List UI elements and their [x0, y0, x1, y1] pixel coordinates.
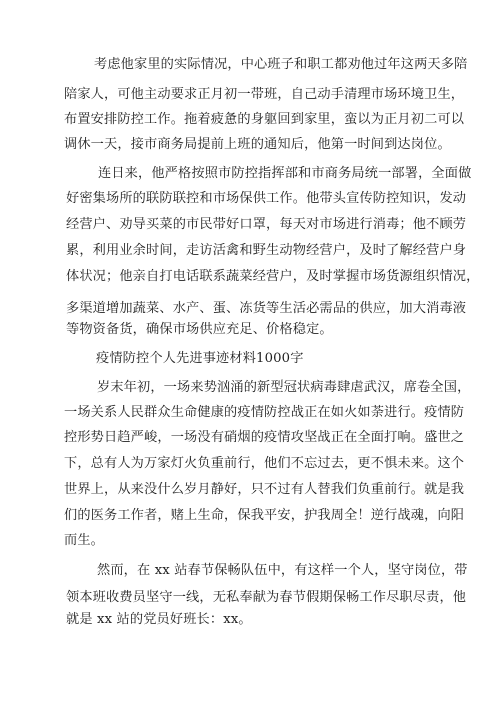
paragraph-line: 等物资备货，确保市场供应充足、价格稳定。: [66, 322, 333, 337]
paragraph-line: 好密集场所的联防联控和市场保供工作。他带头宣传防控知识，发动: [66, 191, 467, 206]
paragraph-line: 陪家人，可他主动要求正月初一带班，自己动手清理市场环境卫生，: [64, 87, 465, 102]
paragraph-line: 一场关系人民群众生命健康的疫情防控战正在如火如荼进行。疫情防: [64, 405, 465, 420]
paragraph-line: 领本班收费员坚守一线，无私奉献为春节假期保畅工作尽职尽责，他: [66, 590, 467, 605]
paragraph-line: 而生。: [64, 533, 105, 548]
paragraph-line: 布置安排防控工作。拖着疲惫的身躯回到家里，蛮以为正月初二可以: [64, 112, 465, 127]
paragraph-line: 岁末年初，一场来势汹涌的新型冠状病毒肆虐武汉，席卷全国，: [97, 380, 471, 395]
paragraph-line: 经营户、劝导买菜的市民带好口罩，每天对市场进行消毒；他不顾劳: [66, 217, 467, 232]
paragraph-line: 世界上，从来没什么岁月静好，只不过有人替我们负重前行。就是我: [64, 482, 465, 497]
paragraph-line: 下，总有人为万家灯火负重前行，他们不忘过去，更不惧未来。这个: [64, 456, 465, 471]
paragraph-line: 连日来，他严格按照市防控指挥部和市商务局统一部署，全面做: [98, 166, 472, 181]
paragraph-line: 调休一天，接市商务局提前上班的通知后，他第一时间到达岗位。: [64, 137, 451, 152]
paragraph-line: 累，利用业余时间，走访活禽和野生动物经营户，及时了解经营户身: [66, 243, 467, 258]
paragraph-line: 就是 xx 站的党员好班长：xx。: [66, 612, 252, 627]
paragraph-line: 多渠道增加蔬菜、水产、蛋、冻货等生活必需品的供应，加大消毒液: [66, 301, 467, 316]
paragraph-line: 们的医务工作者，赌上生命，保我平安，护我周全！逆行战魂，向阳: [64, 508, 465, 523]
paragraph-line: 然而，在 xx 站春节保畅队伍中，有这样一个人，坚守岗位，带: [97, 563, 468, 578]
paragraph-line: 考虑他家里的实际情况，中心班子和职工都劝他过年这两天多陪: [94, 57, 468, 72]
paragraph-line: 控形势日趋严峻，一场没有硝烟的疫情攻坚战正在全面打响。盛世之: [64, 430, 465, 445]
paragraph-line: 体状况；他亲自打电话联系蔬菜经营户，及时掌握市场货源组织情况，: [66, 269, 480, 284]
section-heading: 疫情防控个人先进事迹材料1000字: [96, 351, 304, 366]
